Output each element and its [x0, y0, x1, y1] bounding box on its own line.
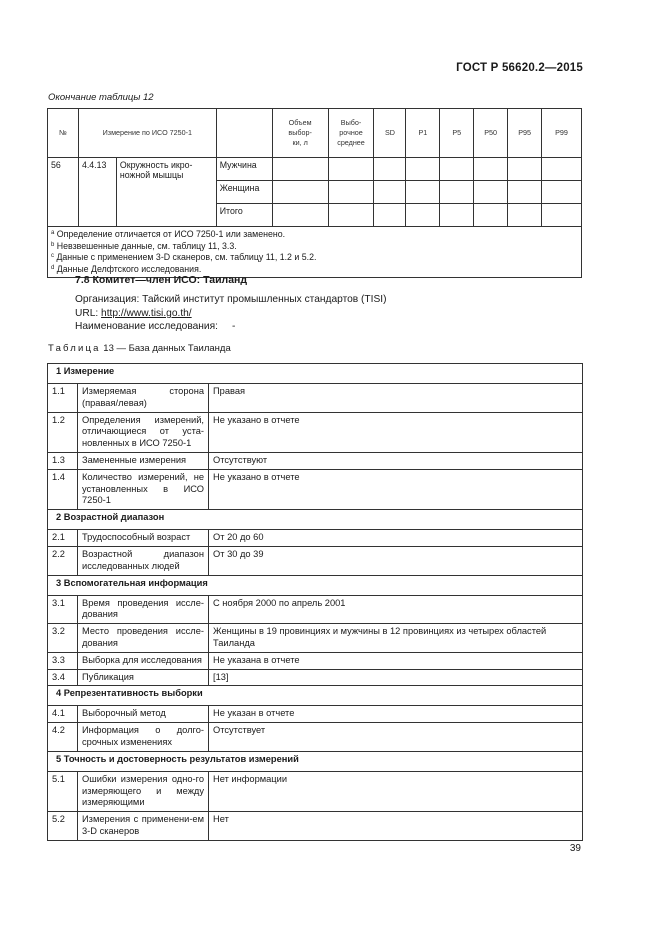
section-title: 5 Точность и достоверность результатов измерений	[48, 751, 583, 771]
section-header-row	[48, 686, 583, 706]
table-row	[48, 706, 583, 723]
table-row	[48, 452, 583, 469]
row-number: 2.2	[48, 546, 78, 575]
footnote-d: $^d$ Данные Делфтского исследования.	[51, 263, 202, 274]
section-heading: 7.8 Комитет—член ИСО: Таиланд	[75, 274, 248, 286]
row-number: 1.3	[48, 452, 78, 469]
row-value: От 20 до 60	[209, 530, 583, 547]
row-label: Измеряемая сторона (правая/левая)	[78, 384, 209, 413]
section-title: 2 Возрастной диапазон	[48, 510, 583, 530]
row-value: Отсутствуют	[209, 452, 583, 469]
standard-code: ГОСТ Р 56620.2—2015	[456, 62, 583, 74]
table-row	[48, 530, 583, 547]
col-header-mean: Выбо- рочное среднее	[328, 109, 374, 158]
group-total: Итого	[216, 204, 272, 227]
row-value: Нет	[209, 812, 583, 841]
table-row	[48, 723, 583, 752]
table-row	[48, 412, 583, 452]
row-label: Выборка для исследования	[78, 652, 209, 669]
row-label: Место проведения иссле-дования	[78, 624, 209, 653]
row-number: 3.3	[48, 652, 78, 669]
footnote-b: $^b$ Невзвешенные данные, см. таблицу 11, 3.3.	[51, 240, 237, 251]
row-value: Нет информации	[209, 771, 583, 811]
col-header-p50: P50	[474, 109, 508, 158]
table-13	[47, 363, 583, 841]
row-value: Женщины в 19 провинциях и мужчины в 12 провинциях из четырех областей Таиланда	[209, 624, 583, 653]
row-label: Возрастной диапазон исследованных людей	[78, 546, 209, 575]
study-name-line: Наименование исследования: -	[75, 321, 236, 332]
col-header-group	[216, 109, 272, 158]
section-title: 1 Измерение	[48, 364, 583, 384]
row-label: Измерения с применени-ем 3-D сканеров	[78, 812, 209, 841]
table12-caption: Окончание таблицы 12	[48, 92, 154, 103]
row-value: Правая	[209, 384, 583, 413]
row-label: Публикация	[78, 669, 209, 686]
table-row	[48, 669, 583, 686]
row-value: С ноября 2000 по апрель 2001	[209, 595, 583, 624]
url-line: URL: http://www.tisi.go.th/	[75, 308, 192, 319]
table12-footnotes	[48, 227, 582, 278]
row-number: 3.4	[48, 669, 78, 686]
section-header-row	[48, 575, 583, 595]
table-row	[48, 652, 583, 669]
table-row	[48, 384, 583, 413]
table-row	[48, 546, 583, 575]
row-number: 1.1	[48, 384, 78, 413]
row-label: Количество измерений, не установленных в ИСО 7250-1	[78, 469, 209, 509]
group-female: Женщина	[216, 181, 272, 204]
section-title: 4 Репрезентативность выборки	[48, 686, 583, 706]
table-row	[48, 812, 583, 841]
row-number: 1.2	[48, 412, 78, 452]
row-value: Отсутствует	[209, 723, 583, 752]
tisi-link[interactable]: http://www.tisi.go.th/	[101, 308, 192, 319]
row-code: 4.4.13	[78, 158, 116, 227]
col-header-p1: P1	[406, 109, 440, 158]
col-header-p5: P5	[440, 109, 474, 158]
row-label: Определения измерений, отличающиеся от уста-новленных в ИСО 7250-1	[78, 412, 209, 452]
footnote-a: $^a$ Определение отличается от ИСО 7250-1 или заменено.	[51, 229, 286, 239]
section-title: 3 Вспомогательная информация	[48, 575, 583, 595]
col-header-volume: Объем выбор- ки, л	[272, 109, 328, 158]
table-row	[48, 469, 583, 509]
row-label: Выборочный метод	[78, 706, 209, 723]
col-header-measurement: Измерение по ИСО 7250-1	[78, 109, 216, 158]
organization-line: Организация: Тайский институт промышленных стандартов (TISI)	[75, 294, 387, 305]
section-header-row	[48, 364, 583, 384]
footnote-c: $^c$ Данные с применением 3-D сканеров, см. таблицу 11, 1.2 и 5.2.	[51, 252, 317, 263]
row-label: Трудоспособный возраст	[78, 530, 209, 547]
table-12	[47, 108, 582, 278]
table-row	[48, 624, 583, 653]
table-row	[48, 595, 583, 624]
row-label: Ошибки измерения одно-го измеряющего и между измеряющими	[78, 771, 209, 811]
row-number: 4.1	[48, 706, 78, 723]
page-number: 39	[569, 843, 581, 854]
col-header-p99: P99	[542, 109, 582, 158]
row-number: 2.1	[48, 530, 78, 547]
row-number: 4.2	[48, 723, 78, 752]
row-value: Не указано в отчете	[209, 412, 583, 452]
row-number: 3.2	[48, 624, 78, 653]
row-value: [13]	[209, 669, 583, 686]
table-row	[48, 771, 583, 811]
group-male: Мужчина	[216, 158, 272, 181]
row-number: 1.4	[48, 469, 78, 509]
row-number: 3.1	[48, 595, 78, 624]
col-header-sd: SD	[374, 109, 406, 158]
row-label: Информация о долго-срочных изменениях	[78, 723, 209, 752]
section-header-row	[48, 751, 583, 771]
row-label: Время проведения иссле-дования	[78, 595, 209, 624]
section-header-row	[48, 510, 583, 530]
col-header-number: №	[48, 109, 79, 158]
table13-caption: Таблица 13 — База данных Таиланда	[48, 343, 231, 354]
row-value: От 30 до 39	[209, 546, 583, 575]
row-number: 5.2	[48, 812, 78, 841]
row-value: Не указана в отчете	[209, 652, 583, 669]
row-value: Не указан в отчете	[209, 706, 583, 723]
row-value: Не указано в отчете	[209, 469, 583, 509]
row-number: 56	[48, 158, 79, 227]
row-number: 5.1	[48, 771, 78, 811]
col-header-p95: P95	[508, 109, 542, 158]
row-measurement-name: Окружность икро- ножной мышцы	[116, 158, 216, 227]
row-label: Замененные измерения	[78, 452, 209, 469]
